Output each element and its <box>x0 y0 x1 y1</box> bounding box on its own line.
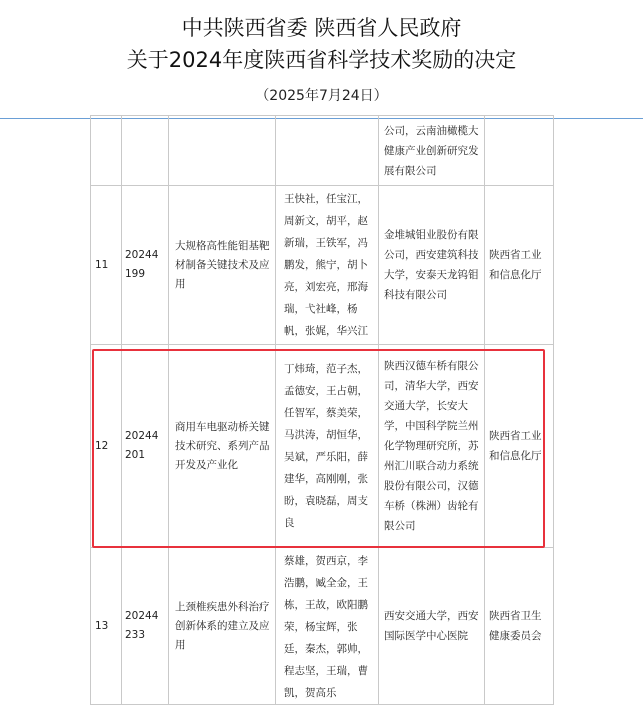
project-name: 商用车电驱动桥关键技术研究、系列产品开发及产业化 <box>169 345 276 548</box>
row-number: 12 <box>91 345 122 548</box>
project-people: 王快社，任宝江，周新文，胡平，赵新瑞，王铁军，冯鹏发，熊宁，胡卜亮，刘宏亮，邢海瑞，弋社峰，杨帆，张娓，华兴江 <box>276 186 379 345</box>
project-recommender: 陕西省工业和信息化厅 <box>485 345 554 548</box>
project-code: 20244233 <box>122 548 169 705</box>
project-code <box>122 116 169 186</box>
project-people: 蔡雄，贺西京，李浩鹏，臧全金，王栋，王故，欧阳鹏荣，杨宝辉，张廷，秦杰，郭帅，程志坚，王瑞，曹凯，贺高乐 <box>276 548 379 705</box>
table-row <box>91 345 554 548</box>
project-units: 金堆城钼业股份有限公司，西安建筑科技大学，安泰天龙钨钼科技有限公司 <box>379 186 485 345</box>
project-name: 上颈椎疾患外科治疗创新体系的建立及应用 <box>169 548 276 705</box>
project-units: 公司，云南油橄榄大健康产业创新研究发展有限公司 <box>379 116 485 186</box>
awards-table <box>90 115 554 705</box>
awards-table-viewport[interactable] <box>0 119 643 699</box>
project-recommender: 陕西省卫生健康委员会 <box>485 548 554 705</box>
project-people <box>276 116 379 186</box>
project-people: 丁炜琦，范子杰，孟德安，王占朝，任智军，蔡美荣，马洪涛，胡恒华，吴斌，严乐阳，薛建华，高刚刚，张盼，袁晓磊，周支良 <box>276 345 379 548</box>
table-row <box>91 116 554 186</box>
project-units: 陕西汉德车桥有限公司，清华大学，西安交通大学，长安大学，中国科学院兰州化学物理研究所，苏州汇川联合动力系统股份有限公司，汉德车桥（株洲）齿轮有限公司 <box>379 345 485 548</box>
table-row <box>91 548 554 705</box>
project-name: 大规格高性能钼基靶材制备关键技术及应用 <box>169 186 276 345</box>
project-code: 20244199 <box>122 186 169 345</box>
document-title-line2: 关于2024年度陕西省科学技术奖励的决定 <box>126 48 517 72</box>
row-number: 13 <box>91 548 122 705</box>
project-recommender <box>485 116 554 186</box>
document-title-line1: 中共陕西省委 陕西省人民政府 <box>181 16 462 40</box>
document-date: （2025年7月24日） <box>255 88 388 104</box>
project-name <box>169 116 276 186</box>
project-code: 20244201 <box>122 345 169 548</box>
table-row <box>91 186 554 345</box>
document-header <box>0 0 643 119</box>
row-number <box>91 116 122 186</box>
project-units: 西安交通大学，西安国际医学中心医院 <box>379 548 485 705</box>
project-recommender: 陕西省工业和信息化厅 <box>485 186 554 345</box>
row-number: 11 <box>91 186 122 345</box>
